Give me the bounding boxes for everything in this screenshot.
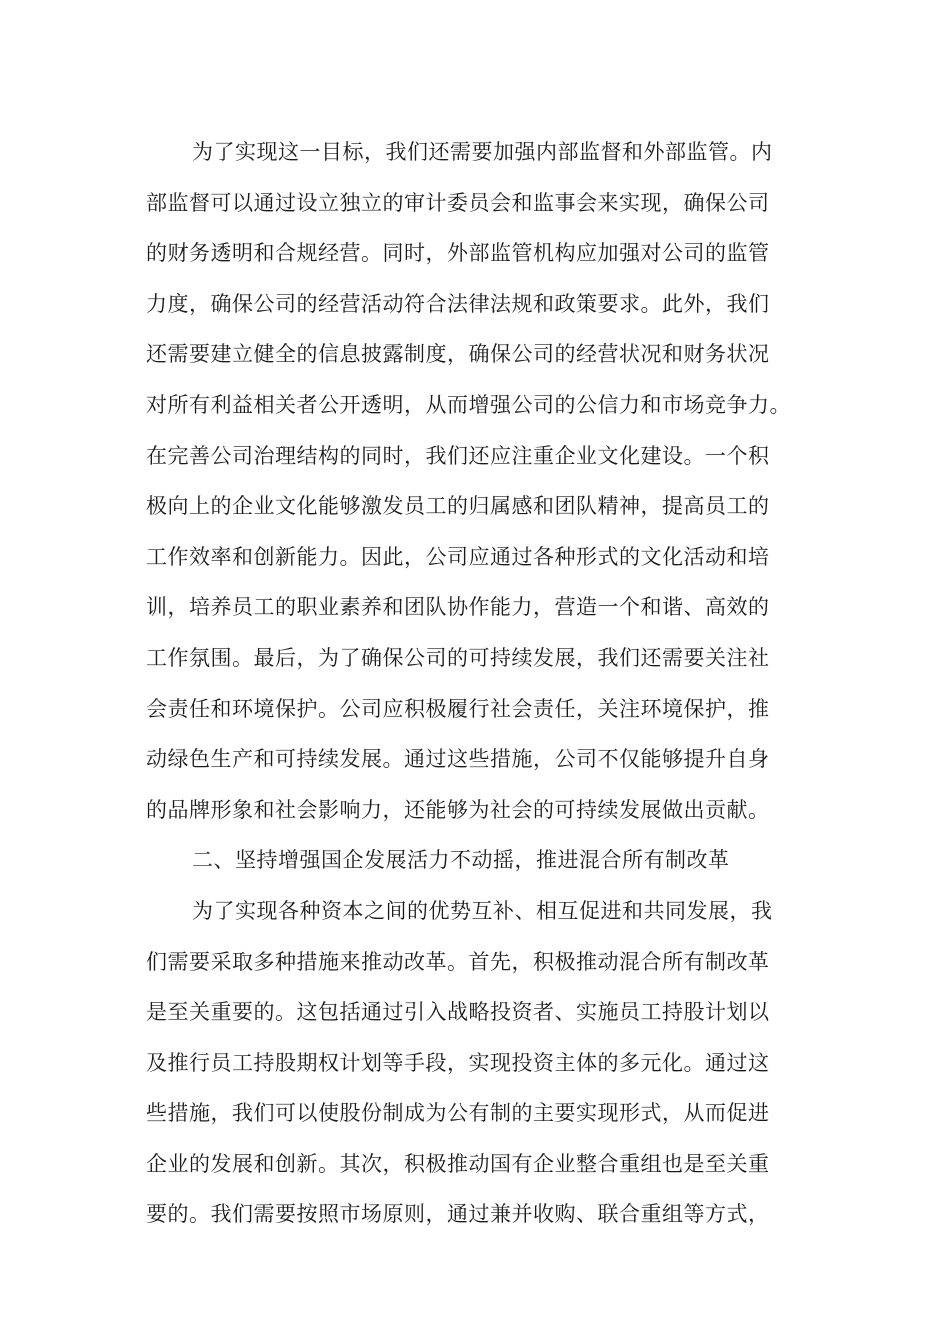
paragraph-line: 要的。我们需要按照市场原则，通过兼并收购、联合重组等方式， [146, 1202, 770, 1227]
paragraph-line: 工作效率和创新能力。因此，公司应通过各种形式的文化活动和培 [146, 544, 770, 569]
paragraph-line: 些措施，我们可以使股份制成为公有制的主要实现形式，从而促进 [146, 1101, 770, 1126]
paragraph-line: 对所有利益相关者公开透明，从而增强公司的公信力和市场竞争力。 [146, 392, 791, 417]
paragraph-line: 还需要建立健全的信息披露制度，确保公司的经营状况和财务状况 [146, 342, 770, 367]
paragraph-line: 的品牌形象和社会影响力，还能够为社会的可持续发展做出贡献。 [146, 797, 770, 822]
paragraph-line: 力度，确保公司的经营活动符合法律法规和政策要求。此外，我们 [146, 291, 770, 316]
section-heading: 二、坚持增强国企发展活力不动摇，推进混合所有制改革 [192, 848, 730, 873]
paragraph-line: 为了实现这一目标，我们还需要加强内部监督和外部监管。内 [192, 140, 773, 164]
paragraph-line: 工作氛围。最后，为了确保公司的可持续发展，我们还需要关注社 [146, 645, 770, 670]
paragraph-line: 为了实现各种资本之间的优势互补、相互促进和共同发展，我 [192, 898, 773, 923]
paragraph-line: 企业的发展和创新。其次，积极推动国有企业整合重组也是至关重 [146, 1151, 770, 1176]
paragraph-line: 会责任和环境保护。公司应积极履行社会责任，关注环境保护，推 [146, 696, 770, 721]
paragraph-line: 及推行员工持股期权计划等手段，实现投资主体的多元化。通过这 [146, 1050, 770, 1075]
paragraph-line: 是至关重要的。这包括通过引入战略投资者、实施员工持股计划以 [146, 1000, 770, 1025]
paragraph-line: 动绿色生产和可持续发展。通过这些措施，公司不仅能够提升自身 [146, 747, 770, 772]
paragraph-line: 训，培养员工的职业素养和团队协作能力，营造一个和谐、高效的 [146, 595, 770, 620]
paragraph-line: 部监督可以通过设立独立的审计委员会和监事会来实现，确保公司 [146, 190, 770, 215]
paragraph-line: 极向上的企业文化能够激发员工的归属感和团队精神，提高员工的 [146, 494, 770, 519]
paragraph-line: 的财务透明和合规经营。同时，外部监管机构应加强对公司的监管 [146, 241, 770, 266]
document-body [146, 134, 826, 1247]
paragraph-line: 在完善公司治理结构的同时，我们还应注重企业文化建设。一个积 [146, 443, 770, 468]
paragraph-line: 们需要采取多种措施来推动改革。首先，积极推动混合所有制改革 [146, 949, 770, 974]
